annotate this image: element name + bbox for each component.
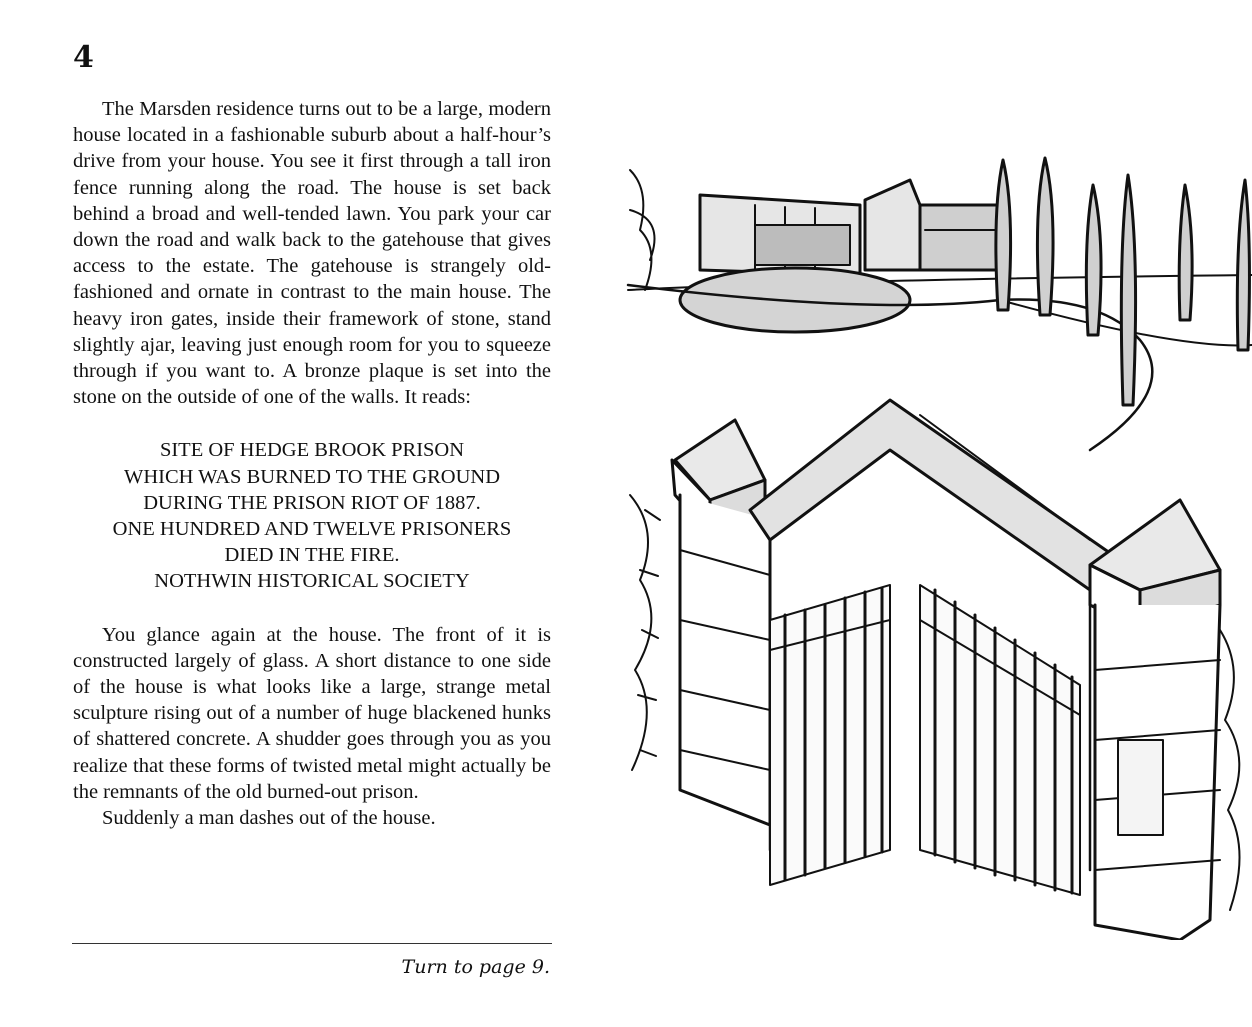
right-gate-pillar xyxy=(1090,500,1220,940)
modern-house xyxy=(700,180,1000,275)
plaque-line: DURING THE PRISON RIOT OF 1887. xyxy=(143,491,481,514)
plaque-line: WHICH WAS BURNED TO THE GROUND xyxy=(123,465,501,488)
gatehouse-illustration xyxy=(620,150,1252,940)
paragraph-man: Suddenly a man dashes out of the house. xyxy=(102,807,436,830)
plaque-line: NOTHWIN HISTORICAL SOCIETY xyxy=(154,570,470,593)
left-gate-pillar xyxy=(672,420,770,825)
divider-rule xyxy=(72,943,552,944)
plaque-inscription xyxy=(73,437,551,594)
page-number: 4 xyxy=(73,40,94,75)
story-text xyxy=(73,96,551,831)
plaque-line: DIED IN THE FIRE. xyxy=(224,544,400,567)
paragraph-house: You glance again at the house. The front of it is constructed largely of glass. A short distance to one side of the house is what looks like a large, strange metal sculpture rising out of a number of huge blackened hunks of shattered concrete. A shudder goes through you as you realize that these forms of twisted metal might actually be the remnants of the old burned-out prison. xyxy=(73,623,551,803)
turn-to-page-link[interactable]: Turn to page 9. xyxy=(401,956,550,978)
paragraph-intro: The Marsden residence turns out to be a large, modern house located in a fashionable suburb about a half-hour’s drive from your house. You see it first through a tall iron fence running along the road. The house is set back behind a broad and well-tended lawn. You park your car down the road and walk back to the gatehouse that gives access to the estate. The gatehouse is strangely old-fashioned and ornate in contrast to the main house. The heavy iron gates, inside their framework of stone, stand slightly ajar, leaving just enough room for you to squeeze through if you want to. A bronze plaque is set into the stone on the outside of one of the walls. It reads: xyxy=(73,98,551,409)
iron-gates xyxy=(770,585,1080,895)
cypress-trees xyxy=(996,158,1250,405)
plaque-line: ONE HUNDRED AND TWELVE PRISONERS xyxy=(112,518,512,541)
plaque-line: SITE OF HEDGE BROOK PRISON xyxy=(159,439,465,462)
